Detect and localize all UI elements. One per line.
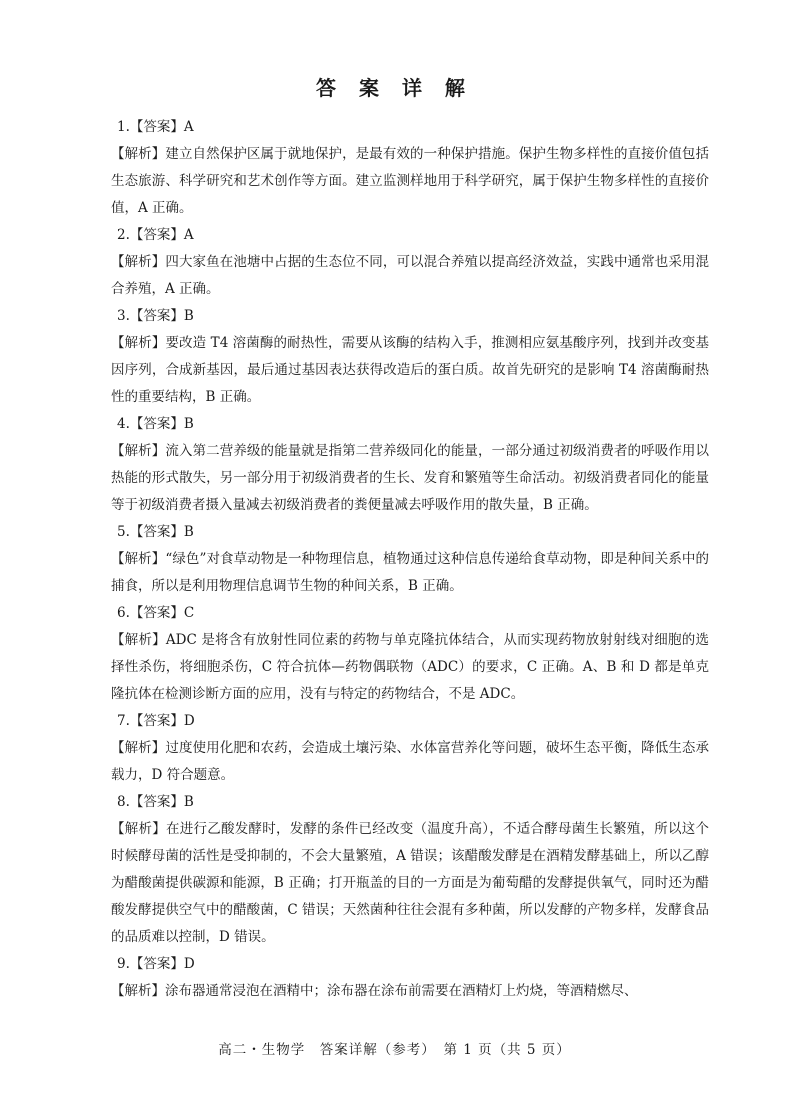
page-footer: 高二・生物学 答案详解（参考） 第 1 页（共 5 页） — [218, 1042, 571, 1058]
analysis-paragraph: 【解析】涂布器通常浸泡在酒精中；涂布器在涂布前需要在酒精灯上灼烧，等酒精燃尽、 — [111, 983, 638, 999]
analysis-paragraph: 【解析】在进行乙酸发酵时，发酵的条件已经改变（温度升高），不适合酵母菌生长繁殖，所以这个时候酵母菌的活性是受抑制的，不会大量繁殖，A 错误；该醋酸发酵是在酒精发酵基础上，所以乙醇为醋酸菌提供碳源和能源，B 正确；打开瓶盖的目的一方面是为葡萄醋的发酵提供氧气，同时还为醋酸发酵提供空气中的醋酸菌，C 错误；天然菌种往往会混有多种菌，所以发酵的产物多样，发酵食品的品质难以控制，D 错误。 — [111, 821, 709, 945]
answer-item — [113, 951, 711, 1005]
answer-item — [113, 600, 711, 708]
answer-item — [113, 222, 711, 303]
answer-line: 1.【答案】A — [117, 119, 194, 135]
answer-line: 6.【答案】C — [117, 605, 195, 621]
answer-line: 9.【答案】D — [117, 956, 195, 972]
answer-list — [113, 114, 711, 1005]
answer-line: 8.【答案】B — [117, 794, 194, 810]
analysis-paragraph: 【解析】四大家鱼在池塘中占据的生态位不同，可以混合养殖以提高经济效益，实践中通常也采用混合养殖，A 正确。 — [111, 254, 709, 297]
analysis-paragraph: 【解析】建立自然保护区属于就地保护，是最有效的一种保护措施。保护生物多样性的直接价值包括生态旅游、科学研究和艺术创作等方面。建立监测样地用于科学研究，属于保护生物多样性的直接价值，A 正确。 — [111, 146, 709, 216]
analysis-paragraph: 【解析】ADC 是将含有放射性同位素的药物与单克隆抗体结合，从而实现药物放射射线对细胞的选择性杀伤，将细胞杀伤，C 符合抗体—药物偶联物（ADC）的要求，C 正确。A、B 和 D 都是单克隆抗体在检测诊断方面的应用，没有与特定的药物结合，不是 ADC。 — [111, 632, 709, 702]
answer-item — [113, 708, 711, 789]
answer-item — [113, 411, 711, 519]
answer-line: 7.【答案】D — [117, 713, 195, 729]
answer-line: 4.【答案】B — [117, 416, 194, 432]
answer-line: 3.【答案】B — [117, 308, 194, 324]
answer-line: 5.【答案】B — [117, 524, 194, 540]
analysis-paragraph: 【解析】“绿色”对食草动物是一种物理信息，植物通过这种信息传递给食草动物，即是种间关系中的捕食，所以是利用物理信息调节生物的种间关系，B 正确。 — [111, 551, 709, 594]
answer-item — [113, 114, 711, 222]
answer-item — [113, 519, 711, 600]
answer-item — [113, 789, 711, 951]
answer-item — [113, 303, 711, 411]
page-title: 答 案 详 解 — [316, 76, 473, 100]
answer-line: 2.【答案】A — [117, 227, 194, 243]
analysis-paragraph: 【解析】流入第二营养级的能量就是指第二营养级同化的能量，一部分通过初级消费者的呼吸作用以热能的形式散失，另一部分用于初级消费者的生长、发育和繁殖等生命活动。初级消费者同化的能量等于初级消费者摄入量减去初级消费者的粪便量减去呼吸作用的散失量，B 正确。 — [111, 443, 709, 513]
analysis-paragraph: 【解析】要改造 T4 溶菌酶的耐热性，需要从该酶的结构入手，推测相应氨基酸序列，找到并改变基因序列，合成新基因，最后通过基因表达获得改造后的蛋白质。故首先研究的是影响 T4 溶菌酶耐热性的重要结构，B 正确。 — [111, 335, 709, 405]
analysis-paragraph: 【解析】过度使用化肥和农药，会造成土壤污染、水体富营养化等问题，破坏生态平衡，降低生态承载力，D 符合题意。 — [111, 740, 709, 783]
